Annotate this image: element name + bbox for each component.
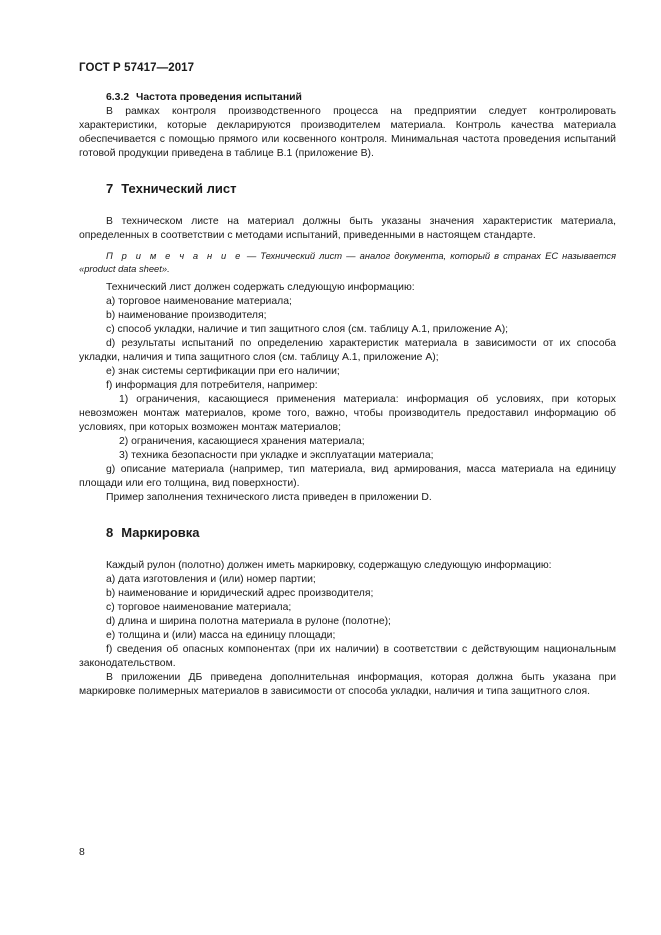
section-heading-8	[79, 525, 616, 541]
note-text: — Технический лист — аналог документа, который в странах ЕС называется «product data sheet».	[79, 250, 616, 274]
section-number: 8	[106, 525, 114, 540]
section-title: Технический лист	[121, 181, 237, 196]
list-item: g) описание материала (например, тип материала, вид армирования, масса материала на единицу площади или его толщина, вид поверхности).	[79, 464, 616, 489]
sub-list-item: 3) техника безопасности при укладке и эксплуатации материала;	[119, 450, 434, 461]
list-item: c) способ укладки, наличие и тип защитного слоя (см. таблицу А.1, приложение А);	[106, 324, 509, 335]
paragraph-6-3-2: В рамках контроля производственного процесса на предприятии следует контролировать характеристики, которые декларируются производителем материала. Контроль качества материала обеспечивается с помощью прямого или косвенного контроля. Минимальная частота проведения испытаний готовой продукции приведена в таблице В.1 (приложение В).	[79, 106, 616, 159]
list-item: b) наименование и юридический адрес производителя;	[106, 588, 374, 599]
document-body	[79, 91, 616, 699]
page-number: 8	[79, 847, 85, 858]
list-intro: Каждый рулон (полотно) должен иметь маркировку, содержащую следующую информацию:	[106, 560, 552, 571]
section-heading-7	[79, 181, 616, 197]
paragraph-7: В техническом листе на материал должны быть указаны значения характеристик материала, определенных в соответствии с методами испытаний, приведенными в настоящем стандарте.	[79, 216, 616, 241]
subsection-heading-6-3-2	[79, 91, 616, 105]
list-item: d) результаты испытаний по определению характеристик материала в зависимости от их способа укладки, наличия и типа защитного слоя (см. таблицу А.1, приложение А);	[79, 338, 616, 363]
note	[79, 249, 616, 275]
sub-list-item: 1) ограничения, касающиеся применения материала: информация об условиях, при которых невозможен монтаж материалов, кроме того, важно, чтобы производитель предоставил информацию об условиях, при которых возможен монтаж материалов;	[79, 394, 616, 433]
list-item: b) наименование производителя;	[106, 310, 267, 321]
section-title: Маркировка	[121, 525, 200, 540]
section-number: 7	[106, 181, 114, 196]
list-item: e) толщина и (или) масса на единицу площади;	[106, 630, 336, 641]
list-item: а) дата изготовления и (или) номер партии;	[106, 574, 316, 585]
list-item: d) длина и ширина полотна материала в рулоне (полотне);	[106, 616, 391, 627]
note-label: П р и м е ч а н и е	[106, 250, 243, 261]
document-header: ГОСТ Р 57417—2017	[79, 62, 195, 74]
list-item: c) торговое наименование материала;	[106, 602, 292, 613]
subsection-title: Частота проведения испытаний	[136, 92, 302, 103]
list-item: a) торговое наименование материала;	[106, 296, 292, 307]
list-intro: Технический лист должен содержать следующую информацию:	[106, 282, 415, 293]
subsection-number: 6.3.2	[106, 92, 130, 103]
list-item: e) знак системы сертификации при его наличии;	[106, 366, 340, 377]
paragraph-8: В приложении ДБ приведена дополнительная информация, которая должна быть указана при маркировке полимерных материалов в зависимости от способа укладки, наличия и типа защитного слоя.	[79, 672, 616, 697]
list-item: f) информация для потребителя, например:	[106, 380, 318, 391]
list-item: f) сведения об опасных компонентах (при их наличии) в соответствии с действующим национальным законодательством.	[79, 644, 616, 669]
sub-list-item: 2) ограничения, касающиеся хранения материала;	[119, 436, 365, 447]
example-reference: Пример заполнения технического листа приведен в приложении D.	[106, 492, 432, 503]
